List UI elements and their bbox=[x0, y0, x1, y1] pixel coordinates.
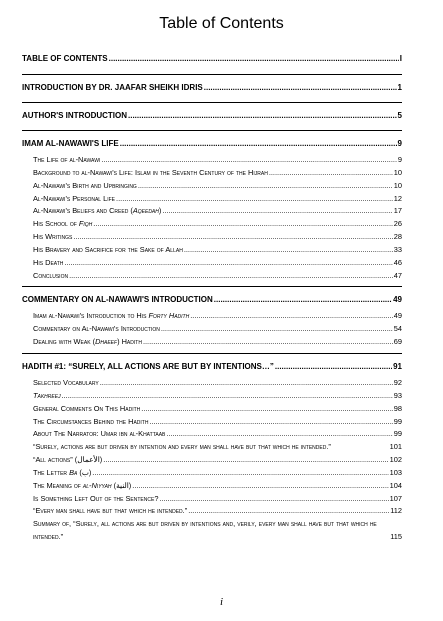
toc-subentry[interactable]: His Writings ..... 28 bbox=[22, 231, 402, 244]
section-divider bbox=[22, 286, 402, 287]
toc-subentry[interactable]: General Comments On This Hadith ..... 98 bbox=[22, 403, 402, 416]
entry-label: TABLE OF CONTENTS bbox=[22, 54, 108, 63]
entry-label: IMAM AL-NAWAWI'S LIFE bbox=[22, 139, 119, 148]
toc-subentry[interactable]: About The Narrator: Umar ibn al-Khattaab ..... 99 bbox=[22, 428, 402, 441]
toc-subentry[interactable]: Imam al-Nawawi's Introduction to His Forty Hadith ..... 49 bbox=[22, 310, 402, 323]
entry-page: 5 bbox=[397, 111, 402, 120]
page-number: i bbox=[219, 596, 224, 608]
toc-subentry[interactable]: The Letter Ba (ب) ..... 103 bbox=[22, 467, 402, 480]
entry-label: INTRODUCTION BY DR. JAAFAR SHEIKH IDRIS bbox=[22, 83, 203, 92]
toc-subentry[interactable]: Background to al-Nawawi's Life: Islam in the Seventh Century of the Hijrah ..... 10 bbox=[22, 167, 402, 180]
toc-subentry[interactable]: His Bravery and Sacrifice for the Sake of Allah ..... 33 bbox=[22, 244, 402, 257]
entry-page: 9 bbox=[397, 139, 402, 148]
toc-subentry[interactable]: Al-Nawawi's Beliefs and Creed (Aqeedah) ..... 17 bbox=[22, 205, 402, 218]
toc-entry-table-of-contents[interactable] bbox=[22, 52, 402, 65]
toc-subentry[interactable]: His Death ..... 46 bbox=[22, 257, 402, 270]
entry-label: AUTHOR'S INTRODUCTION bbox=[22, 111, 128, 120]
toc-subentry[interactable]: Summary of, “Surely, all actions are but driven by intentions and, verily, every man shall have but that which he intended.” 115 bbox=[33, 519, 402, 542]
entry-page: 49 bbox=[393, 295, 402, 305]
section-divider bbox=[22, 130, 402, 131]
toc-subentry[interactable]: Dealing with Weak (Dhaeef) Hadith ..... 69 bbox=[22, 336, 402, 349]
toc-entry-nawawi-life[interactable] bbox=[22, 137, 402, 150]
toc-subentry[interactable]: The Meaning of al-Niyyah (النية) ..... 104 bbox=[22, 480, 402, 493]
entry-label: COMMENTARY ON AL-NAWAWI'S INTRODUCTION bbox=[22, 295, 213, 305]
toc-entry-author-introduction[interactable] bbox=[22, 109, 402, 122]
toc-subentry[interactable]: “Every man shall have but that which he intended.” ..... 112 bbox=[22, 505, 402, 518]
toc-subentry[interactable]: The Life of al-Nawawi ..... 9 bbox=[22, 154, 402, 167]
toc-subentry[interactable]: The Circumstances Behind the Hadith ..... 99 bbox=[22, 416, 402, 429]
section-divider bbox=[22, 74, 402, 75]
toc-subentry[interactable]: His School of Fiqh ..... 26 bbox=[22, 218, 402, 231]
toc-subentry[interactable]: “Surely, actions are but driven by intention and every man shall have but that which he intended.” 101 bbox=[33, 442, 402, 452]
toc-entry-commentary-introduction[interactable] bbox=[22, 293, 402, 306]
entry-label: HADITH #1: “SURELY, ALL ACTIONS ARE BUT BY INTENTIONS…” bbox=[22, 361, 274, 371]
entry-page: 91 bbox=[393, 361, 402, 371]
page-title: Table of Contents bbox=[159, 15, 284, 32]
toc-subentry[interactable]: Conclusion ..... 47 bbox=[22, 270, 402, 283]
entry-page: I bbox=[399, 54, 402, 63]
table-of-contents bbox=[22, 52, 402, 544]
section-divider bbox=[22, 353, 402, 354]
toc-subentry[interactable]: Takhreej ..... 93 bbox=[22, 390, 402, 403]
toc-subentry[interactable]: “All actions” (الأعمال) ..... 102 bbox=[22, 454, 402, 467]
section-divider bbox=[22, 102, 402, 103]
toc-subentry[interactable]: Al-Nawawi's Personal Life ..... 12 bbox=[22, 193, 402, 206]
toc-subentry[interactable]: Selected Vocabulary ..... 92 bbox=[22, 377, 402, 390]
toc-entry-introduction-idris[interactable] bbox=[22, 81, 402, 94]
toc-subentry[interactable]: Al-Nawawi's Birth and Upbringing ..... 10 bbox=[22, 180, 402, 193]
entry-page: 1 bbox=[397, 83, 402, 92]
toc-subentry[interactable]: Commentary on Al-Nawawi's Introduction ..... 54 bbox=[22, 323, 402, 336]
toc-subentry[interactable]: Is Something Left Out of the Sentence? ..... 107 bbox=[22, 493, 402, 506]
toc-entry-hadith-1[interactable] bbox=[22, 360, 402, 373]
